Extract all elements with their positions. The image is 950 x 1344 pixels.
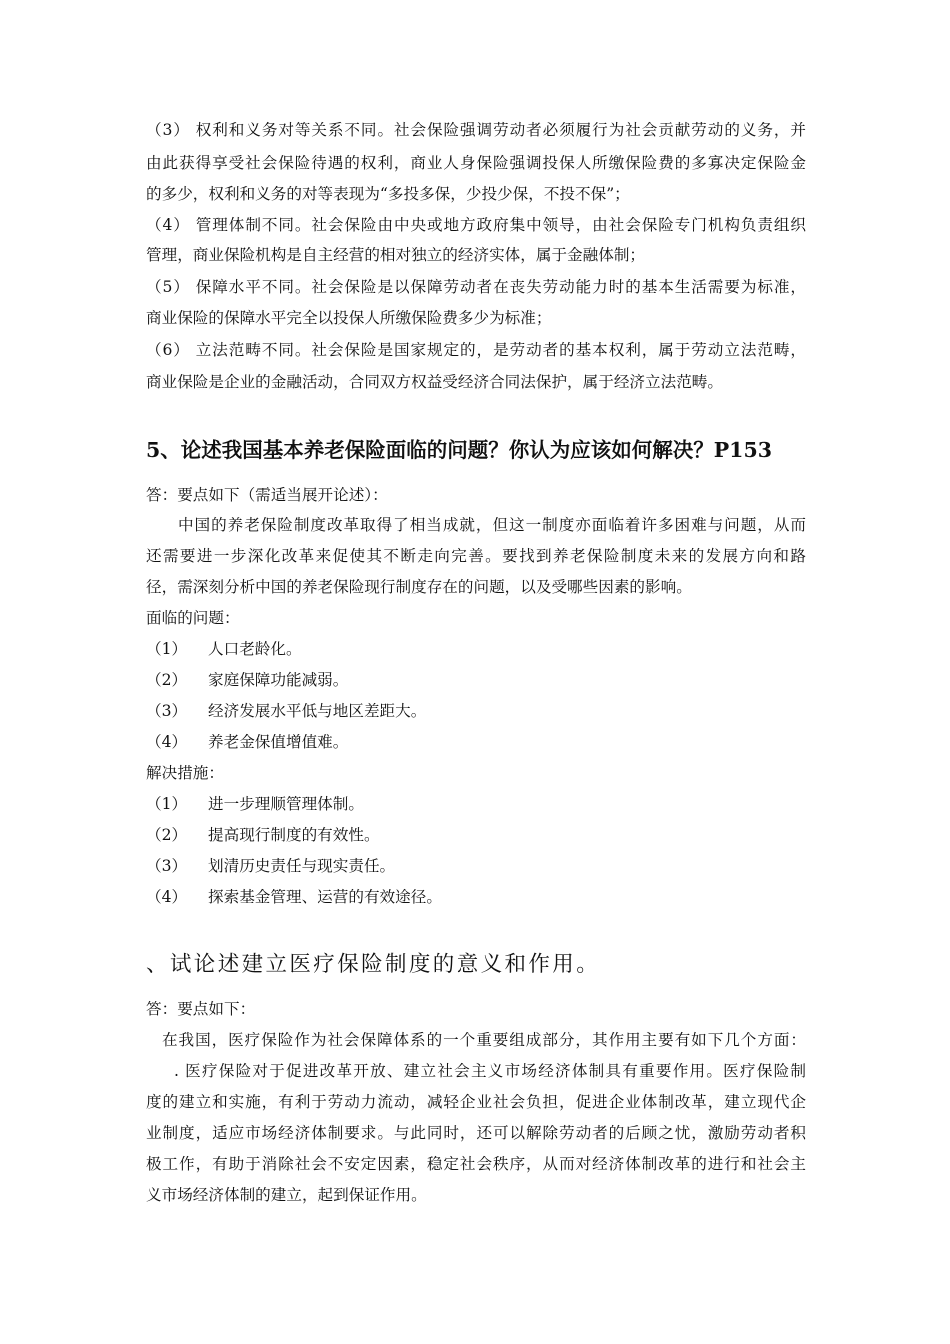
question-6-heading: 、试论述建立医疗保险制度的意义和作用。 <box>146 952 601 977</box>
measures-label: 解决措施： <box>146 764 224 782</box>
list-item: （1） 进一步理顺管理体制。 <box>146 795 364 813</box>
text-line: 径，需深刻分析中国的养老保险现行制度存在的问题，以及受哪些因素的影响。 <box>146 578 692 596</box>
text-line: 商业保险是企业的金融活动，合同双方权益受经济合同法保护，属于经济立法范畴。 <box>146 373 723 391</box>
answer-intro: 答：要点如下（需适当展开论述）： <box>146 486 388 504</box>
text-line: 商业保险的保障水平完全以投保人所缴保险费多少为标准； <box>146 309 552 327</box>
text-line: （6） 立法范畴不同。社会保险是国家规定的，是劳动者的基本权利，属于劳动立法范畴， <box>146 341 806 359</box>
text-line: 极工作，有助于消除社会不安定因素，稳定社会秩序，从而对经济体制改革的进行和社会主 <box>146 1155 806 1173</box>
text-line: 由此获得享受社会保险待遇的权利，商业人身保险强调投保人所缴保险费的多寡决定保险金 <box>146 154 806 172</box>
text-line: 的多少，权利和义务的对等表现为“多投多保，少投少保，不投不保”； <box>146 185 630 203</box>
list-item: （1） 人口老龄化。 <box>146 640 302 658</box>
text-line: . 医疗保险对于促进改革开放、建立社会主义市场经济体制具有重要作用。医疗保险制 <box>174 1062 806 1080</box>
list-item: （2） 家庭保障功能减弱。 <box>146 671 349 689</box>
text-line: （4） 管理体制不同。社会保险由中央或地方政府集中领导，由社会保险专门机构负责组织 <box>146 216 806 234</box>
text-line: 业制度，适应市场经济体制要求。与此同时，还可以解除劳动者的后顾之忧，激励劳动者积 <box>146 1124 806 1142</box>
text-line: 还需要进一步深化改革来促使其不断走向完善。要找到养老保险制度未来的发展方向和路 <box>146 547 806 565</box>
list-item: （2） 提高现行制度的有效性。 <box>146 826 380 844</box>
list-item: （4） 养老金保值增值难。 <box>146 733 349 751</box>
text-line: （5） 保障水平不同。社会保险是以保障劳动者在丧失劳动能力时的基本生活需要为标准， <box>146 278 806 296</box>
text-line: 义市场经济体制的建立，起到保证作用。 <box>146 1186 427 1204</box>
list-item: （3） 划清历史责任与现实责任。 <box>146 857 396 875</box>
text-line: 在我国，医疗保险作为社会保障体系的一个重要组成部分，其作用主要有如下几个方面： <box>162 1031 806 1049</box>
problems-label: 面临的问题： <box>146 609 240 627</box>
question-5-heading: 5、论述我国基本养老保险面临的问题？你认为应该如何解决？P153 <box>146 438 772 462</box>
text-line: （3） 权利和义务对等关系不同。社会保险强调劳动者必须履行为社会贡献劳动的义务，并 <box>146 121 806 139</box>
answer-intro: 答：要点如下： <box>146 1000 256 1018</box>
text-line: 管理，商业保险机构是自主经营的相对独立的经济实体，属于金融体制； <box>146 246 646 264</box>
text-line: 中国的养老保险制度改革取得了相当成就，但这一制度亦面临着许多困难与问题，从而 <box>178 516 806 534</box>
text-line: 度的建立和实施，有利于劳动力流动，减轻企业社会负担，促进企业体制改革，建立现代企 <box>146 1093 806 1111</box>
list-item: （4） 探索基金管理、运营的有效途径。 <box>146 888 442 906</box>
list-item: （3） 经济发展水平低与地区差距大。 <box>146 702 427 720</box>
